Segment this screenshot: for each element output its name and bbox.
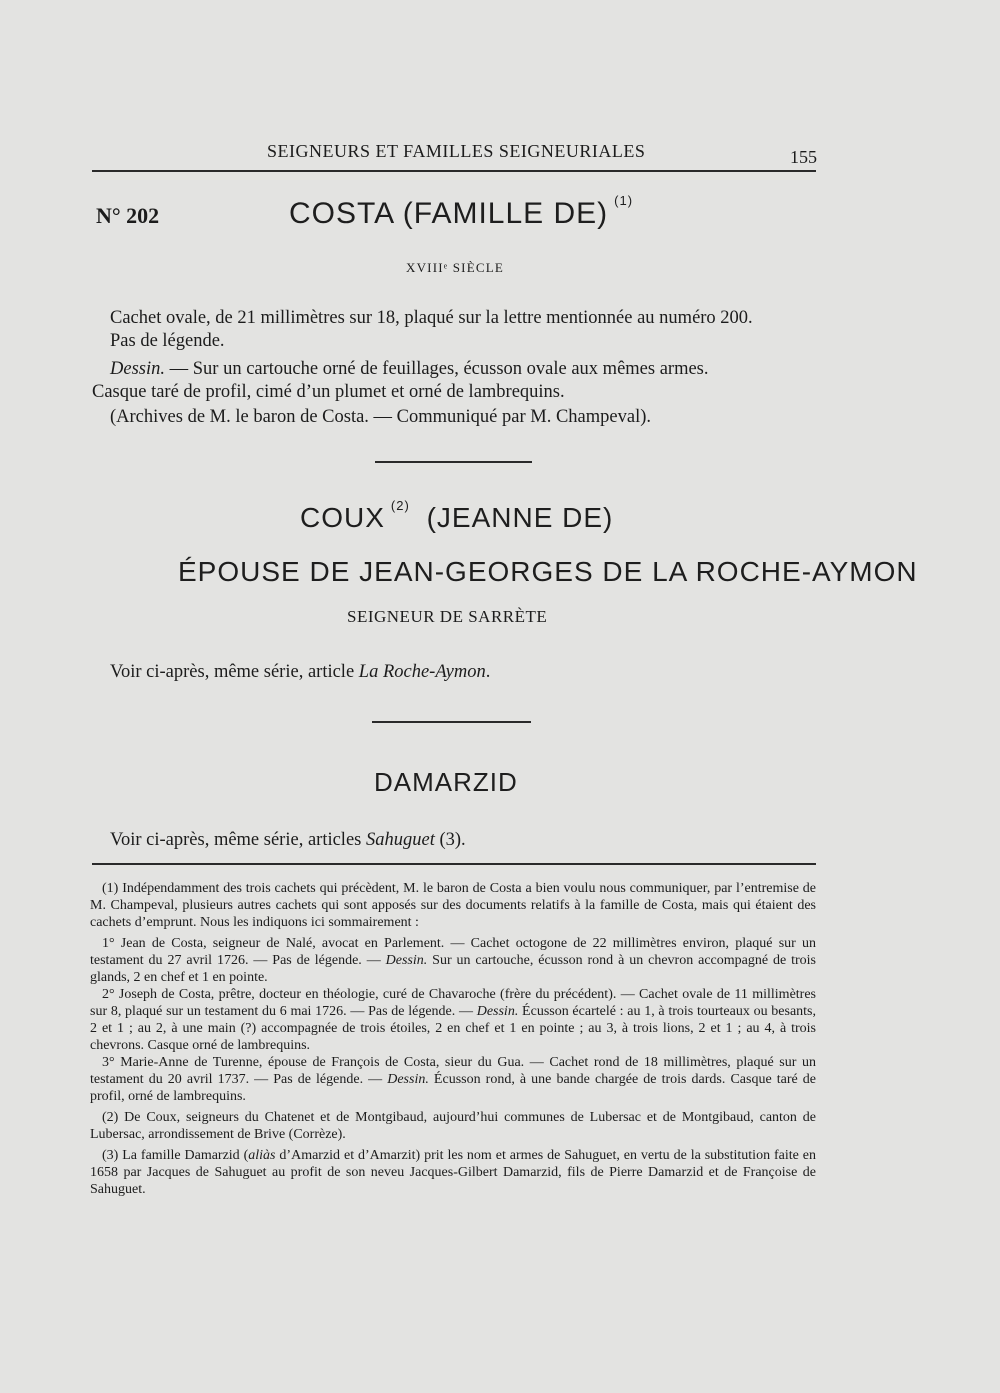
drawing-text: — Sur un cartouche orné de feuillages, écusson ovale aux mêmes armes. [165, 359, 709, 379]
damarzid-cross-reference [110, 829, 466, 852]
entry-title-damarzid: DAMARZID [374, 767, 518, 797]
entry-title-coux [300, 498, 614, 534]
footnote-1-item-2-rest: Écusson écartelé : au 1, à trois tourteaux ou besants, 2 et 1 ; au 2, à une main (?) accompagnée de trois étoiles, 2 en chef et 1 en pointe ; au 3, à trois lions, 2 et 1 ; au 4, à trois chevrons. Casque orné de lambrequins. [90, 1004, 817, 1053]
footnote-3-a: (3) La famille Damarzid ( [102, 1148, 249, 1163]
section-divider-2 [372, 721, 531, 723]
costa-legend-note: Pas de légende. [110, 331, 225, 351]
footnote-1-item-1 [90, 935, 816, 986]
coux-title-main: COUX [300, 502, 385, 533]
section-divider-1 [375, 461, 532, 463]
footnote-1-item-2 [90, 986, 816, 1054]
coux-cross-reference [110, 661, 490, 684]
entry-title-costa [289, 193, 634, 231]
footnote-1-item-1-dessin: Dessin. [385, 953, 428, 968]
coux-title-line2: ÉPOUSE DE JEAN-GEORGES DE LA ROCHE-AYMON [178, 556, 918, 587]
header-rule [92, 170, 816, 172]
footnote-1-item-2-dessin: Dessin. [476, 1004, 519, 1019]
footnote-2: (2) De Coux, seigneurs du Chatenet et de Montgibaud, aujourd’hui communes de Lubersac et de Montgibaud, canton de Lubersac, arrondissement de Brive (Corrèze). [90, 1110, 816, 1142]
coux-title-rest: (JEANNE DE) [426, 502, 614, 533]
running-head: SEIGNEURS ET FAMILLES SEIGNEURIALES [267, 141, 646, 161]
costa-drawing-continued: Casque taré de profil, cimé d’un plumet et orné de lambrequins. [92, 382, 565, 402]
footnote-3-b: d’Amarzid et d’Amarzit) prit les nom et armes de Sahuguet, en vertu de la substitution faite en 1658 par Jacques de Sahuguet au profit de son neveu Jacques-Gilbert Damarzid, fils de Pierre Damarzid et de Françoise de Sahuguet. [90, 1148, 816, 1197]
footnote-1-item-3-dessin: Dessin. [387, 1072, 429, 1087]
footnote-1-item-3 [90, 1054, 816, 1105]
footnote-1-item-2-text: 2° Joseph de Costa, prêtre, docteur en théologie, curé de Chavaroche (frère du précédent). — Cachet ovale de 11 millimètres sur 8, plaqué sur un testament du 6 mai 1726. — Pas de légende. — [90, 987, 816, 1019]
coux-see-ref: La Roche-Aymon [358, 662, 486, 682]
coux-subtitle: SEIGNEUR DE SARRÈTE [347, 607, 548, 626]
footnote-3 [90, 1147, 816, 1198]
coux-see-prefix: Voir ci-après, même série, article [110, 662, 359, 682]
drawing-label: Dessin. [110, 359, 165, 379]
coux-see-suffix: . [485, 662, 491, 682]
footnote-3-alias: aliàs [248, 1148, 276, 1163]
entry-number: N° 202 [96, 203, 160, 228]
damarzid-see-ref: Sahuguet [365, 830, 435, 850]
damarzid-see-suffix: (3). [434, 830, 466, 850]
damarzid-see-prefix: Voir ci-après, même série, articles [110, 830, 366, 850]
footnote-1-item-1-text: 1° Jean de Costa, seigneur de Nalé, avocat en Parlement. — Cachet octogone de 22 millimètres environ, plaqué sur un testament du 27 avril 1726. — Pas de légende. — [90, 936, 816, 968]
century-label: XVIIIᵉ SIÈCLE [406, 260, 504, 275]
footnote-1-item-3-rest: Écusson rond, à une bande chargée de trois dards. Casque taré de profil, orné de lambrequins. [90, 1072, 817, 1104]
costa-drawing-description [110, 358, 820, 381]
footnote-ref-1: (1) [614, 193, 634, 208]
footnote-1-intro: (1) Indépendamment des trois cachets qui précèdent, M. le baron de Costa a bien voulu nous communiquer, par l’entremise de M. Champeval, plusieurs autres cachets qui sont apposés sur des documents relatifs à la famille de Costa, mais qui étaient des cachets d’emprunt. Nous les indiquons ici sommairement : [90, 881, 816, 930]
entry-title-costa-text: COSTA (FAMILLE DE) [289, 197, 609, 230]
costa-source: (Archives de M. le baron de Costa. — Communiqué par M. Champeval). [110, 407, 652, 427]
footnote-1-item-1-rest: Sur un cartouche, écusson rond à un chevron accompagné de trois glands, 2 en chef et 1 en pointe. [90, 953, 816, 985]
footnote-rule [92, 863, 816, 865]
page-number: 155 [790, 147, 817, 167]
costa-seal-description: Cachet ovale, de 21 millimètres sur 18, plaqué sur la lettre mentionnée au numéro 200. [110, 308, 753, 328]
footnotes [90, 880, 816, 1202]
footnote-1-item-3-text: 3° Marie-Anne de Turenne, épouse de François de Costa, sieur du Gua. — Cachet rond de 18 millimètres, plaqué sur un testament du 20 avril 1737. — Pas de légende. — [90, 1055, 816, 1087]
footnote-ref-2: (2) [390, 498, 410, 513]
